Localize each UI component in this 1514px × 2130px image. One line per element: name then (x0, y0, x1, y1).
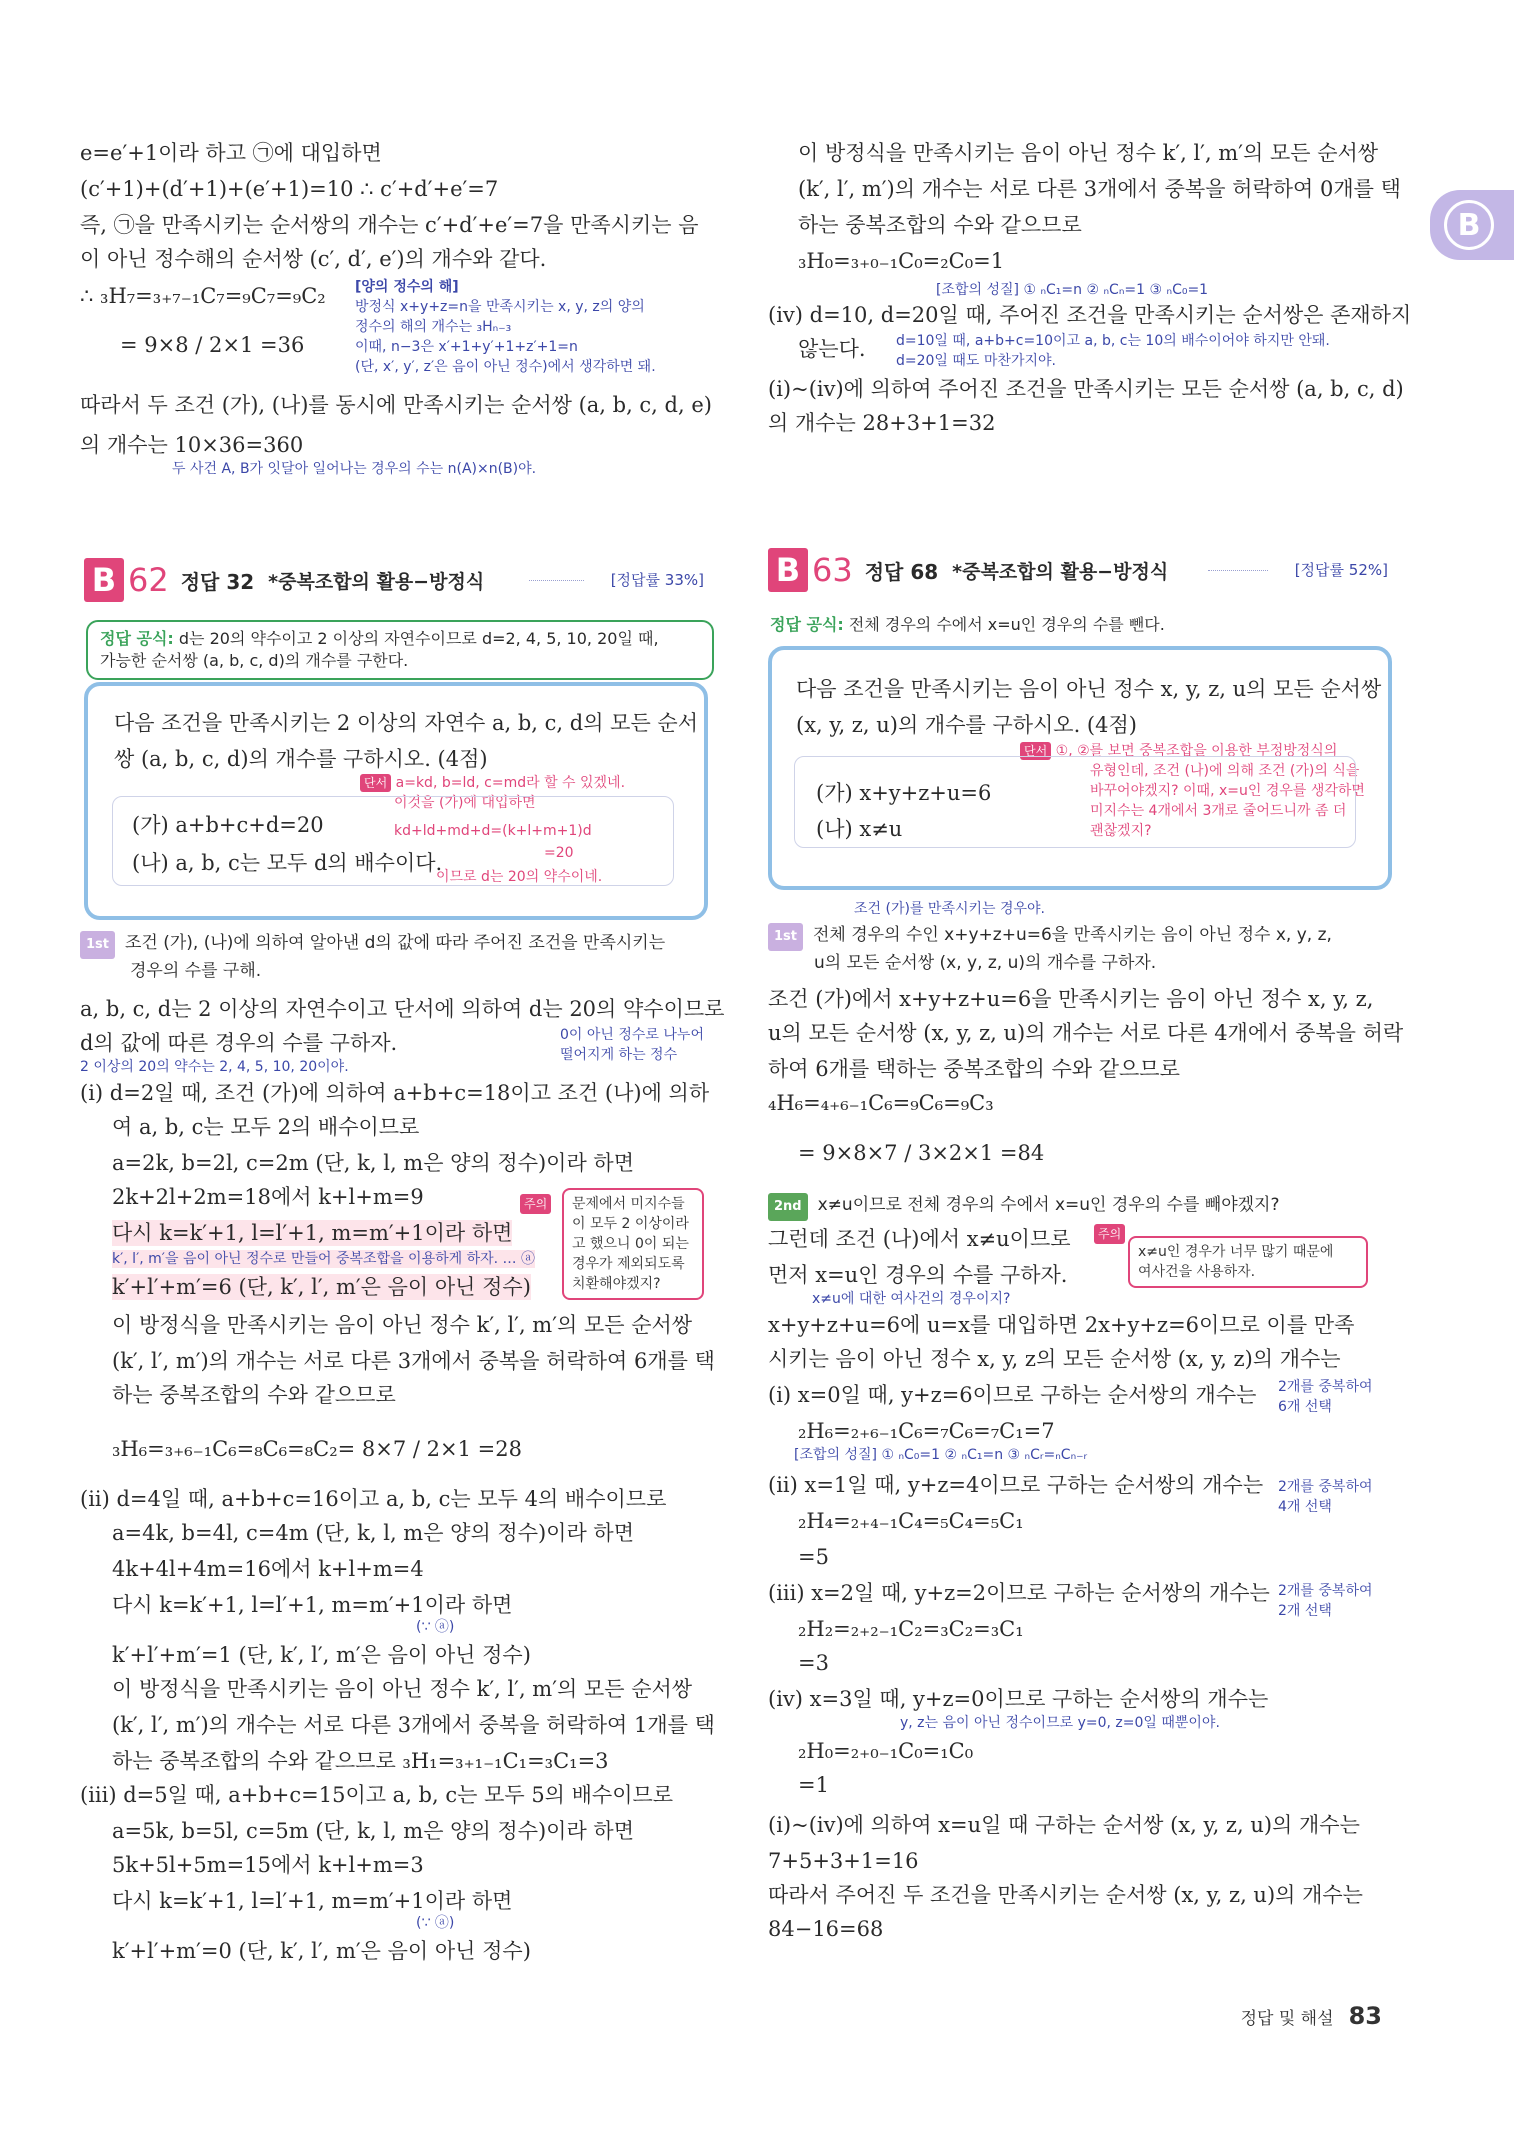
solution-line: 하는 중복조합의 수와 같으므로 (112, 1383, 396, 1407)
solution-line: 여 a, b, c는 모두 2의 배수이므로 (112, 1115, 420, 1139)
note: (단, x′, y′, z′은 음이 아닌 정수)에서 생각하면 돼. (355, 359, 656, 375)
solution-line: 다시 k=k′+1, l=l′+1, m=m′+1이라 하면 (112, 1889, 513, 1913)
solution-line: ₂H₄=₂₊₄₋₁C₄=₅C₄=₅C₁ (798, 1509, 1024, 1533)
hint-tag: 단서 (360, 774, 391, 792)
answer: 정답 68 (864, 559, 939, 584)
solution-line: =1 (798, 1773, 829, 1797)
condition: (나) a, b, c는 모두 d의 배수이다. (132, 851, 443, 875)
solution-line: ₂H₀=₂₊₀₋₁C₀=₁C₀ (798, 1739, 974, 1763)
solution-line: 다시 k=k′+1, l=l′+1, m=m′+1이라 하면 (112, 1593, 513, 1617)
solution-line: =5 (798, 1545, 829, 1569)
solution-line: 2k+2l+2m=18에서 k+l+m=9 (112, 1185, 424, 1209)
solution-line: (k′, l′, m′)의 개수는 서로 다른 3개에서 중복을 허락하여 6개를 택 (112, 1349, 715, 1373)
question-text: 다음 조건을 만족시키는 2 이상의 자연수 a, b, c, d의 모든 순서 (114, 711, 698, 735)
hint-text: 바꾸어야겠지? 이때, x=u인 경우를 생각하면 (1090, 783, 1365, 799)
step-text: 조건 (가), (나)에 의하여 알아낸 d의 값에 따라 주어진 조건을 만족시키는 (125, 933, 666, 953)
note: k′, l′, m′을 음이 아닌 정수로 만들어 중복조합을 이용하게 하자. … ⓐ (112, 1251, 536, 1267)
text-line: 즉, ㉠을 만족시키는 순서쌍의 개수는 c′+d′+e′=7을 만족시키는 음 (80, 213, 699, 237)
question-text: (x, y, z, u)의 개수를 구하시오. (4점) (796, 713, 1137, 737)
text-line: ∴ ₃H₇=₃₊₇₋₁C₇=₉C₇=₉C₂ (80, 284, 326, 308)
solution-line: = 9×8×7 / 3×2×1 =84 (798, 1141, 1045, 1165)
correct-rate: [정답률 52%] (1294, 561, 1388, 579)
solution-line: (iii) d=5일 때, a+b+c=15이고 a, b, c는 모두 5의 배수이므로 (80, 1783, 674, 1807)
text-line: 이 방정식을 만족시키는 음이 아닌 정수 k′, l′, m′의 모든 순서쌍 (798, 141, 1379, 165)
warning-box (1098, 1227, 1368, 1288)
condition: (나) x≠u (816, 817, 903, 841)
divider (529, 580, 584, 581)
solution-line: x+y+z+u=6에 u=x를 대입하면 2x+y+z=6이므로 이를 만족 (768, 1313, 1355, 1337)
problem-62-header (84, 555, 704, 605)
formula-text: d는 20의 약수이고 2 이상의 자연수이므로 d=2, 4, 5, 10, 20일 때, (178, 629, 659, 648)
footer-title: 정답 및 해설 (1240, 2009, 1334, 2029)
solution-line: (iv) x=3일 때, y+z=0이므로 구하는 순서쌍의 개수는 (768, 1687, 1269, 1711)
hint-text: 미지수는 4개에서 3개로 줄어드니까 좀 더 (1090, 803, 1347, 819)
problem-number: 62 (128, 561, 169, 599)
note: 정수의 해의 개수는 ₃Hₙ₋₃ (355, 319, 512, 335)
hint-text: 유형인데, 조건 (나)에 의해 조건 (가)의 식을 (1090, 763, 1360, 779)
step-tag: 2nd (768, 1193, 808, 1221)
solution-line: =3 (798, 1651, 829, 1675)
hint-text: kd+ld+md+d=(k+l+m+1)d (394, 823, 592, 839)
note: 2 이상의 20의 약수는 2, 4, 5, 10, 20이야. (80, 1059, 349, 1075)
text-line: 의 개수는 28+3+1=32 (768, 411, 996, 435)
note: 두 사건 A, B가 잇달아 일어나는 경우의 수는 n(A)×n(B)야. (172, 461, 537, 477)
text-line: (k′, l′, m′)의 개수는 서로 다른 3개에서 중복을 허락하여 0개를 택 (798, 177, 1401, 201)
chapter-tab (1430, 190, 1514, 260)
divider (1208, 570, 1268, 571)
solution-line: a, b, c, d는 2 이상의 자연수이고 단서에 의하여 d는 20의 약수이므로 (80, 997, 725, 1021)
problem-63-header (768, 545, 1388, 595)
solution-line: (i)~(iv)에 의하여 x=u일 때 구하는 순서쌍 (x, y, z, u)의 개수는 (768, 1813, 1360, 1837)
solution-line: a=4k, b=4l, c=4m (단, k, l, m은 양의 정수)이라 하면 (112, 1521, 635, 1545)
note: d=20일 때도 마찬가지야. (896, 353, 1056, 369)
text-line: (iv) d=10, d=20일 때, 주어진 조건을 만족시키는 순서쌍은 존재하지 (768, 303, 1412, 327)
warning-text: 경우가 제외되도록 (572, 1256, 685, 1272)
solution-line: 그런데 조건 (나)에서 x≠u이므로 (768, 1227, 1071, 1251)
warning-tag: 주의 (520, 1194, 551, 1214)
question-text: 쌍 (a, b, c, d)의 개수를 구하시오. (4점) (114, 747, 488, 771)
solution-line: 하여 6개를 택하는 중복조합의 수와 같으므로 (768, 1057, 1180, 1081)
formula-line (770, 612, 1165, 638)
solution-line: (i) d=2일 때, 조건 (가)에 의하여 a+b+c=18이고 조건 (나)에 의하 (80, 1081, 710, 1105)
note: (∵ ⓐ) (416, 1619, 455, 1635)
step-tag: 1st (768, 923, 803, 951)
step-text: 경우의 수를 구해. (130, 961, 262, 981)
solution-line: ₃H₆=₃₊₆₋₁C₆=₈C₆=₈C₂= 8×7 / 2×1 =28 (112, 1437, 522, 1461)
note: [양의 정수의 해] (355, 279, 459, 295)
solution-line: 4k+4l+4m=16에서 k+l+m=4 (112, 1557, 424, 1581)
correct-rate: [정답률 33%] (610, 571, 704, 589)
note: 2개를 중복하여 (1278, 1479, 1373, 1495)
formula-text: 가능한 순서쌍 (a, b, c, d)의 개수를 구한다. (100, 651, 409, 670)
solution-line: ₂H₂=₂₊₂₋₁C₂=₃C₂=₃C₁ (798, 1617, 1024, 1641)
warning-box (524, 1188, 704, 1300)
solution-line: a=5k, b=5l, c=5m (단, k, l, m은 양의 정수)이라 하면 (112, 1819, 635, 1843)
solution-line: ₂H₆=₂₊₆₋₁C₆=₇C₆=₇C₁=7 (798, 1419, 1055, 1443)
solution-line: (i) x=0일 때, y+z=6이므로 구하는 순서쌍의 개수는 (768, 1383, 1257, 1407)
formula-text: 전체 경우의 수에서 x=u인 경우의 수를 뺀다. (848, 615, 1165, 634)
solution-line: 7+5+3+1=16 (768, 1849, 919, 1873)
note: y, z는 음이 아닌 정수이므로 y=0, z=0일 때뿐이야. (900, 1715, 1220, 1731)
step-tag: 1st (80, 931, 115, 959)
solution-line: (ii) d=4일 때, a+b+c=16이고 a, b, c는 모두 4의 배수이므로 (80, 1487, 667, 1511)
text-line: 의 개수는 10×36=360 (80, 433, 304, 457)
solution-line: u의 모든 순서쌍 (x, y, z, u)의 개수는 서로 다른 4개에서 중복을 허락 (768, 1021, 1404, 1045)
warning-text: 고 했으니 0이 되는 (572, 1236, 689, 1252)
text-line: = 9×8 / 2×1 =36 (120, 333, 305, 357)
note: 떨어지게 하는 정수 (560, 1047, 678, 1063)
hint-text: =20 (544, 845, 574, 861)
problem-number: 63 (812, 551, 853, 589)
solution-line: 5k+5l+5m=15에서 k+l+m=3 (112, 1853, 424, 1877)
step-text: x≠u이므로 전체 경우의 수에서 x=u인 경우의 수를 빼야겠지? (817, 1195, 1280, 1215)
solution-line: (k′, l′, m′)의 개수는 서로 다른 3개에서 중복을 허락하여 1개를 택 (112, 1713, 715, 1737)
formula-label: 정답 공식: (770, 615, 844, 634)
note: [조합의 성질] ① ₙC₀=1 ② ₙC₁=n ③ ₙCᵣ=ₙCₙ₋ᵣ (794, 1447, 1088, 1463)
warning-text: 문제에서 미지수들 (572, 1196, 685, 1212)
note: (∵ ⓐ) (416, 1915, 455, 1931)
solution-line: k′+l′+m′=0 (단, k′, l′, m′은 음이 아닌 정수) (112, 1939, 531, 1963)
note: 0이 아닌 정수로 나누어 (560, 1027, 704, 1043)
solution-line: 시키는 음이 아닌 정수 x, y, z의 모든 순서쌍 (x, y, z)의 개수는 (768, 1347, 1341, 1371)
warning-text: x≠u인 경우가 너무 많기 때문에 (1138, 1244, 1334, 1260)
solution-line: 먼저 x=u인 경우의 수를 구하자. (768, 1263, 1068, 1287)
question-box (84, 682, 708, 920)
note: 2개 선택 (1278, 1603, 1332, 1619)
text-line: (i)~(iv)에 의하여 주어진 조건을 만족시키는 모든 순서쌍 (a, b, c, d) (768, 377, 1404, 401)
note: 방정식 x+y+z=n을 만족시키는 x, y, z의 양의 (355, 299, 645, 315)
chapter-tab-letter: B (1444, 200, 1494, 250)
condition: (가) a+b+c+d=20 (132, 813, 324, 837)
text-line: (c′+1)+(d′+1)+(e′+1)=10 ∴ c′+d′+e′=7 (80, 177, 499, 201)
hint-tag: 단서 (1020, 742, 1051, 760)
solution-line: 하는 중복조합의 수와 같으므로 ₃H₁=₃₊₁₋₁C₁=₃C₁=3 (112, 1749, 609, 1773)
page-number: 83 (1348, 2002, 1382, 2030)
note: 조건 (가)를 만족시키는 경우야. (854, 901, 1046, 917)
step-text: 전체 경우의 수인 x+y+z+u=6을 만족시키는 음이 아닌 정수 x, y, z, (813, 925, 1332, 945)
level-badge: B (768, 548, 808, 592)
note: x≠u에 대한 여사건의 경우이지? (812, 1291, 1011, 1307)
solution-line: 조건 (가)에서 x+y+z+u=6을 만족시키는 음이 아닌 정수 x, y, z, (768, 987, 1374, 1011)
note: [조합의 성질] ① ₙC₁=n ② ₙCₙ=1 ③ ₙC₀=1 (936, 282, 1209, 298)
hint-text: ①, ②를 보면 중복조합을 이용한 부정방정식의 (1055, 743, 1338, 759)
solution-line: d의 값에 따른 경우의 수를 구하자. (80, 1031, 398, 1055)
text-line: 이 아닌 정수해의 순서쌍 (c′, d′, e′)의 개수와 같다. (80, 247, 547, 271)
note: 2개를 중복하여 (1278, 1379, 1373, 1395)
warning-text: 여사건을 사용하자. (1138, 1264, 1256, 1280)
topic: *중복조합의 활용−방정식 (268, 570, 485, 593)
solution-line: 이 방정식을 만족시키는 음이 아닌 정수 k′, l′, m′의 모든 순서쌍 (112, 1677, 693, 1701)
page-footer (1241, 2002, 1382, 2030)
note: d=10일 때, a+b+c=10이고 a, b, c는 10의 배수이어야 하지만 안돼. (896, 333, 1330, 349)
hint-text: 괜찮겠지? (1090, 823, 1152, 839)
solution-line: k′+l′+m′=6 (단, k′, l′, m′은 음이 아닌 정수) (112, 1275, 531, 1299)
text-line: 하는 중복조합의 수와 같으므로 (798, 213, 1082, 237)
level-badge: B (84, 558, 124, 602)
note: 4개 선택 (1278, 1499, 1332, 1515)
hint-text: 이것을 (가)에 대입하면 (394, 795, 536, 811)
warning-text: 치환해야겠지? (572, 1276, 661, 1292)
warning-text: 이 모두 2 이상이라 (572, 1216, 689, 1232)
solution-line: 이 방정식을 만족시키는 음이 아닌 정수 k′, l′, m′의 모든 순서쌍 (112, 1313, 693, 1337)
hint-text: a=kd, b=ld, c=md라 할 수 있겠네. (395, 775, 626, 791)
condition: (가) x+y+z+u=6 (816, 781, 992, 805)
warning-tag: 주의 (1094, 1224, 1125, 1244)
note: 2개를 중복하여 (1278, 1583, 1373, 1599)
note: 6개 선택 (1278, 1399, 1332, 1415)
text-line: 않는다. (798, 337, 866, 361)
note: 이때, n−3은 x′+1+y′+1+z′+1=n (355, 339, 578, 355)
formula-box (86, 620, 714, 680)
solution-line: a=2k, b=2l, c=2m (단, k, l, m은 양의 정수)이라 하면 (112, 1151, 635, 1175)
question-text: 다음 조건을 만족시키는 음이 아닌 정수 x, y, z, u의 모든 순서쌍 (796, 677, 1382, 701)
solution-line: (iii) x=2일 때, y+z=2이므로 구하는 순서쌍의 개수는 (768, 1581, 1270, 1605)
text-line: e=e′+1이라 하고 ㉠에 대입하면 (80, 141, 382, 165)
solution-line: 84−16=68 (768, 1917, 884, 1941)
question-box (768, 646, 1392, 890)
solution-line: k′+l′+m′=1 (단, k′, l′, m′은 음이 아닌 정수) (112, 1643, 531, 1667)
solution-line: 다시 k=k′+1, l=l′+1, m=m′+1이라 하면 (112, 1221, 513, 1245)
topic: *중복조합의 활용−방정식 (952, 560, 1169, 583)
text-line: ₃H₀=₃₊₀₋₁C₀=₂C₀=1 (798, 249, 1005, 273)
text-line: 따라서 두 조건 (가), (나)를 동시에 만족시키는 순서쌍 (a, b, c, d, e) (80, 393, 712, 417)
answer: 정답 32 (180, 569, 255, 594)
solution-line: ₄H₆=₄₊₆₋₁C₆=₉C₆=₉C₃ (768, 1091, 994, 1115)
solution-line: (ii) x=1일 때, y+z=4이므로 구하는 순서쌍의 개수는 (768, 1473, 1264, 1497)
formula-label: 정답 공식: (100, 629, 174, 648)
solution-line: 따라서 주어진 두 조건을 만족시키는 순서쌍 (x, y, z, u)의 개수는 (768, 1883, 1363, 1907)
step-text: u의 모든 순서쌍 (x, y, z, u)의 개수를 구하자. (814, 953, 1157, 973)
hint-text: 이므로 d는 20의 약수이네. (436, 869, 603, 885)
